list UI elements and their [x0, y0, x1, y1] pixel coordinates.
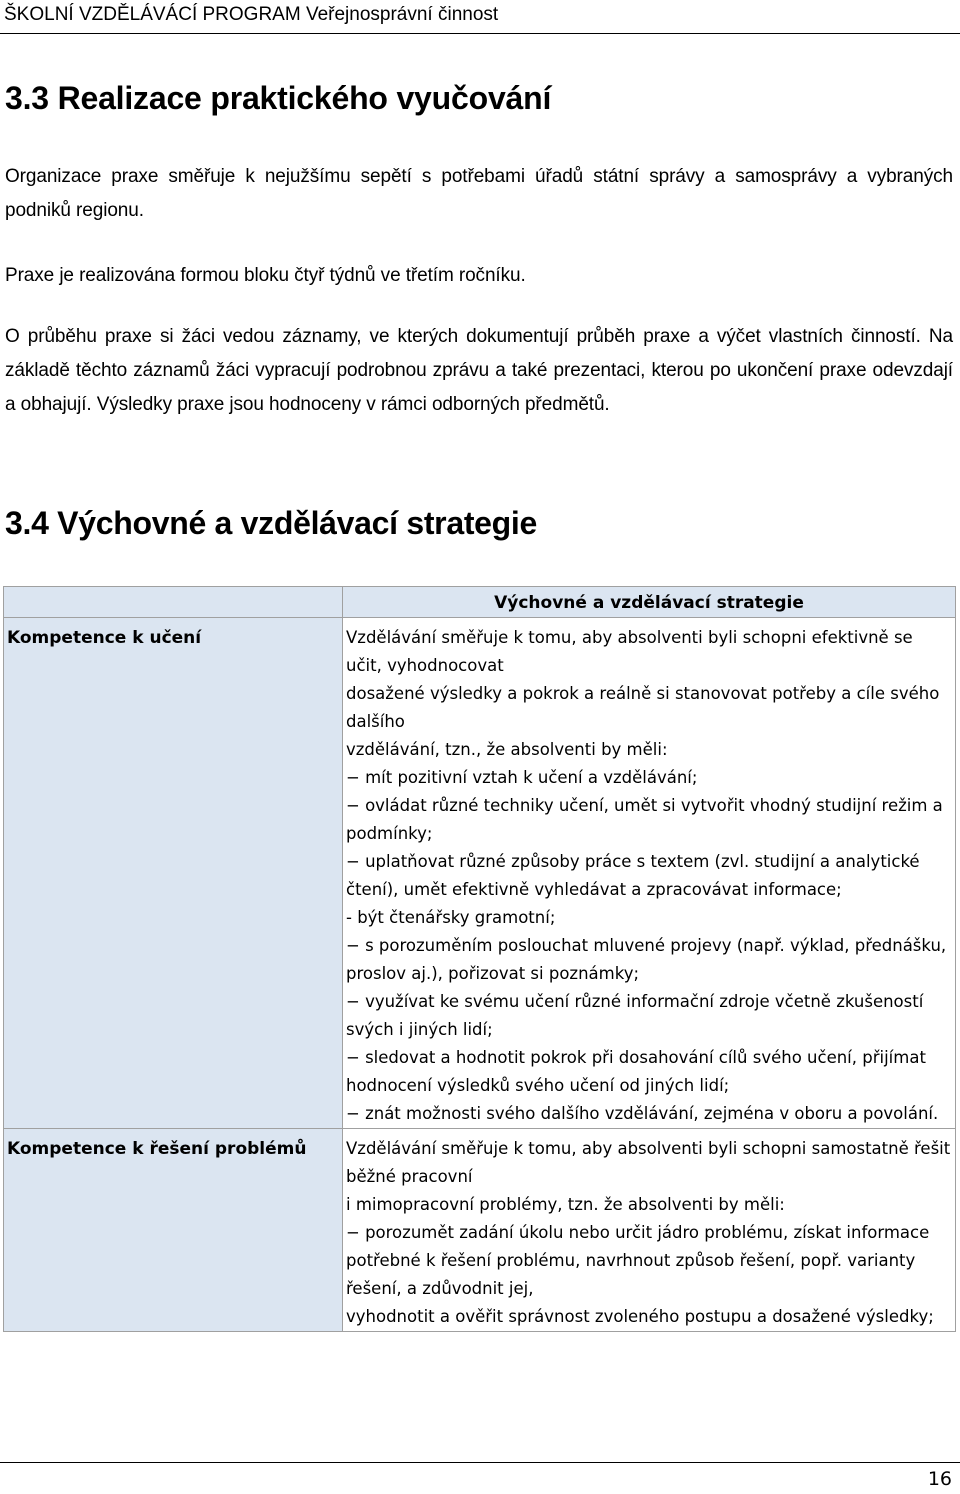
description-line: vyhodnotit a ověřit správnost zvoleného postupu a dosažené výsledky;: [346, 1307, 934, 1326]
table-header-row: [4, 587, 956, 618]
paragraph-praxe-blok: Praxe je realizována formou bloku čtyř týdnů ve třetím ročníku.: [5, 265, 526, 286]
competence-label: Kompetence k učení: [4, 618, 343, 1129]
table-row: [4, 618, 956, 1129]
section-heading-strategie: 3.4 Výchovné a vzdělávací strategie: [5, 505, 538, 541]
page-number: 16: [927, 1468, 952, 1490]
competence-label: Kompetence k řešení problémů: [4, 1129, 343, 1332]
list-item: - být čtenářsky gramotní;: [346, 908, 556, 927]
strategy-table: [3, 586, 956, 1332]
list-item: − sledovat a hodnotit pokrok při dosahování cílů svého učení, přijímat hodnocení výsledků svého učení od jiných lidí;: [346, 1048, 926, 1095]
paragraph-organizace: Organizace praxe směřuje k nejužšímu sepětí s potřebami úřadů státní správy a samosprávy a vybraných podniků regionu.: [5, 166, 953, 221]
section-heading-realizace: 3.3 Realizace praktického vyučování: [5, 80, 552, 116]
description-line: vzdělávání, tzn., že absolventi by měli:: [346, 740, 668, 759]
list-item: − uplatňovat různé způsoby práce s textem (zvl. studijní a analytické čtení), umět efektivně vyhledávat a zpracovávat informace;: [346, 852, 920, 899]
competence-description: [343, 618, 956, 1129]
footer-divider: [0, 1462, 960, 1463]
table-header-strategie: Výchovné a vzdělávací strategie: [343, 587, 956, 618]
description-line: Vzdělávání směřuje k tomu, aby absolventi byli schopni efektivně se učit, vyhodnocovat: [346, 628, 913, 675]
paragraph-zaznamy: O průběhu praxe si žáci vedou záznamy, ve kterých dokumentují průběh praxe a výčet vlastních činností. Na základě těchto záznamů žáci vypracují podrobnou zprávu a také prezentaci, kterou po ukončení praxe odevzdají a obhajují. Výsledky praxe jsou hodnoceny v rámci odborných předmětů.: [5, 326, 953, 415]
table-header-empty: [4, 587, 343, 618]
list-item: − mít pozitivní vztah k učení a vzdělávání;: [346, 768, 698, 787]
competence-description: [343, 1129, 956, 1332]
header-divider: [0, 33, 960, 34]
list-item: − ovládat různé techniky učení, umět si vytvořit vhodný studijní režim a podmínky;: [346, 796, 943, 843]
table-row: [4, 1129, 956, 1332]
description-line: i mimopracovní problémy, tzn. že absolventi by měli:: [346, 1195, 785, 1214]
description-line: Vzdělávání směřuje k tomu, aby absolventi byli schopni samostatně řešit běžné pracovní: [346, 1139, 951, 1186]
list-item: − s porozuměním poslouchat mluvené projevy (např. výklad, přednášku, proslov aj.), pořizovat si poznámky;: [346, 936, 947, 983]
list-item: − využívat ke svému učení různé informační zdroje včetně zkušeností svých i jiných lidí;: [346, 992, 924, 1039]
list-item: − porozumět zadání úkolu nebo určit jádro problému, získat informace potřebné k řešení problému, navrhnout způsob řešení, popř. varianty řešení, a zdůvodnit jej,: [346, 1223, 930, 1298]
running-header: ŠKOLNÍ VZDĚLÁVÁCÍ PROGRAM Veřejnosprávní činnost: [4, 4, 499, 25]
list-item: − znát možnosti svého dalšího vzdělávání, zejména v oboru a povolání.: [346, 1104, 939, 1123]
description-line: dosažené výsledky a pokrok a reálně si stanovovat potřeby a cíle svého dalšího: [346, 684, 940, 731]
